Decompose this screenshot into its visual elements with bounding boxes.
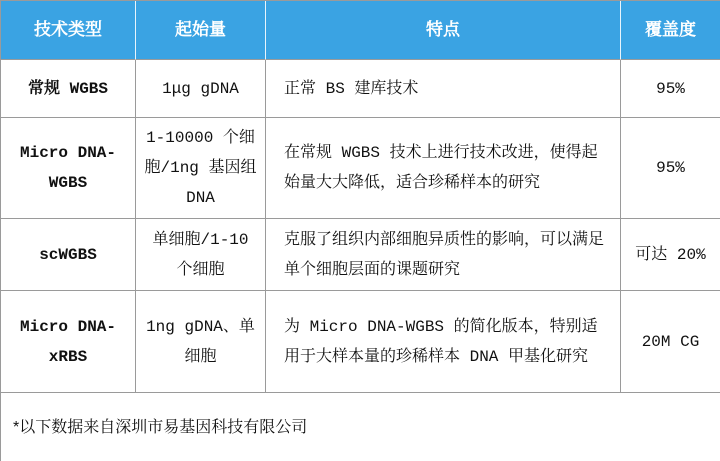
row-3-coverage: 可达 20%	[621, 219, 720, 291]
row-1-features: 正常 BS 建库技术	[266, 60, 621, 118]
row-1-start-amount: 1μg gDNA	[136, 60, 266, 118]
row-4-features: 为 Micro DNA-WGBS 的简化版本，特别适用于大样本量的珍稀样本 DNA 甲基化研究	[266, 291, 621, 393]
row-1-coverage: 95%	[621, 60, 720, 118]
header-type: 技术类型	[1, 1, 136, 60]
header-features: 特点	[266, 1, 621, 60]
row-3-type: scWGBS	[1, 219, 136, 291]
row-2-type: Micro DNA-WGBS	[1, 118, 136, 219]
row-2-start-amount: 1-10000 个细胞/1ng 基因组 DNA	[136, 118, 266, 219]
row-2-coverage: 95%	[621, 118, 720, 219]
header-start-amount: 起始量	[136, 1, 266, 60]
source-footnote: *以下数据来自深圳市易基因科技有限公司	[1, 393, 720, 461]
row-2-features: 在常规 WGBS 技术上进行技术改进，使得起始量大大降低，适合珍稀样本的研究	[266, 118, 621, 219]
header-coverage: 覆盖度	[621, 1, 720, 60]
row-3-start-amount: 单细胞/1-10 个细胞	[136, 219, 266, 291]
row-1-type: 常规 WGBS	[1, 60, 136, 118]
row-4-type: Micro DNA-xRBS	[1, 291, 136, 393]
row-4-start-amount: 1ng gDNA、单细胞	[136, 291, 266, 393]
row-4-coverage: 20M CG	[621, 291, 720, 393]
row-3-features: 克服了组织内部细胞异质性的影响，可以满足单个细胞层面的课题研究	[266, 219, 621, 291]
